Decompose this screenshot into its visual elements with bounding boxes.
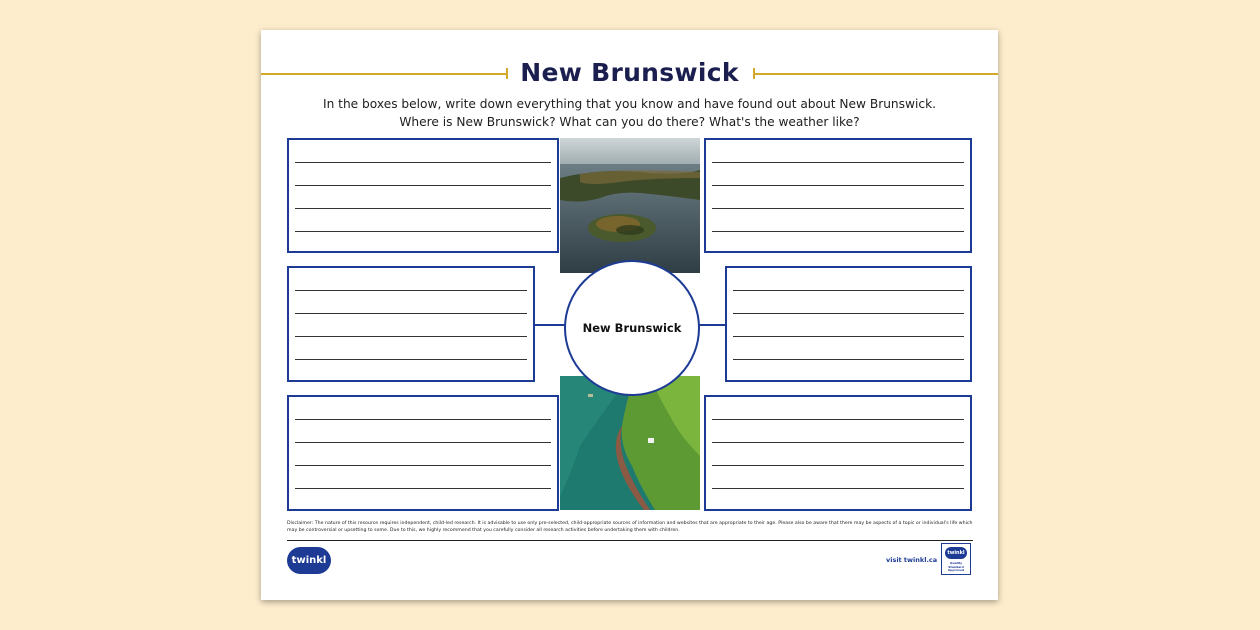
footer-divider: [287, 540, 973, 541]
lake-island-image: [560, 138, 700, 273]
writing-line: [712, 488, 964, 489]
center-circle: [564, 260, 700, 396]
writing-box-bottom-right[interactable]: [704, 395, 972, 511]
center-label: New Brunswick: [582, 321, 682, 335]
coastal-lighthouse-image: [560, 376, 700, 510]
instructions: [261, 95, 998, 131]
writing-line: [295, 465, 551, 466]
writing-line: [295, 185, 551, 186]
writing-line: [295, 313, 527, 314]
writing-line: [295, 290, 527, 291]
writing-line: [295, 442, 551, 443]
writing-line: [295, 208, 551, 209]
writing-line: [295, 162, 551, 163]
writing-box-middle-right[interactable]: [725, 266, 972, 382]
writing-box-top-left[interactable]: [287, 138, 559, 253]
writing-line: [295, 419, 551, 420]
badge-logo: twinkl: [945, 547, 967, 559]
writing-line: [712, 162, 964, 163]
writing-line: [733, 359, 964, 360]
writing-line: [733, 290, 964, 291]
writing-line: [733, 336, 964, 337]
writing-line: [295, 336, 527, 337]
writing-line: [712, 231, 964, 232]
visit-link[interactable]: visit twinkl.ca: [886, 556, 938, 564]
badge-text: Quality Standard Approved: [947, 561, 965, 572]
disclaimer-text: Disclaimer: The nature of this resource requires independent, child-led research. It is advisable to use only pre-selected, child-appropriate sources of information and websites that are appropriate to their age. Please also be aware that there may be aspects of a topic or individual's life which may be controversial or upsetting to some. Due to this, we highly recommend that you carefully consider all research activities before undertaking them with children.: [287, 521, 973, 533]
connector-right: [698, 324, 728, 326]
writing-line: [712, 465, 964, 466]
coastal-lighthouse-photo: [560, 376, 700, 510]
writing-line: [712, 185, 964, 186]
writing-line: [295, 488, 551, 489]
connector-left: [534, 324, 566, 326]
writing-box-top-right[interactable]: [704, 138, 972, 253]
instruction-line-1: In the boxes below, write down everything that you know and have found out about New Brunswick.: [322, 97, 936, 111]
worksheet-page: [261, 30, 998, 600]
writing-line: [295, 359, 527, 360]
writing-line: [712, 419, 964, 420]
lake-island-photo: [560, 138, 700, 273]
writing-line: [712, 208, 964, 209]
writing-line: [733, 313, 964, 314]
quality-badge: [941, 543, 971, 575]
page-title: New Brunswick: [520, 58, 739, 87]
writing-box-bottom-left[interactable]: [287, 395, 559, 511]
instruction-line-2: Where is New Brunswick? What can you do there? What's the weather like?: [399, 115, 860, 129]
twinkl-logo[interactable]: twinkl: [287, 547, 331, 574]
writing-line: [712, 442, 964, 443]
writing-line: [295, 231, 551, 232]
writing-box-middle-left[interactable]: [287, 266, 535, 382]
